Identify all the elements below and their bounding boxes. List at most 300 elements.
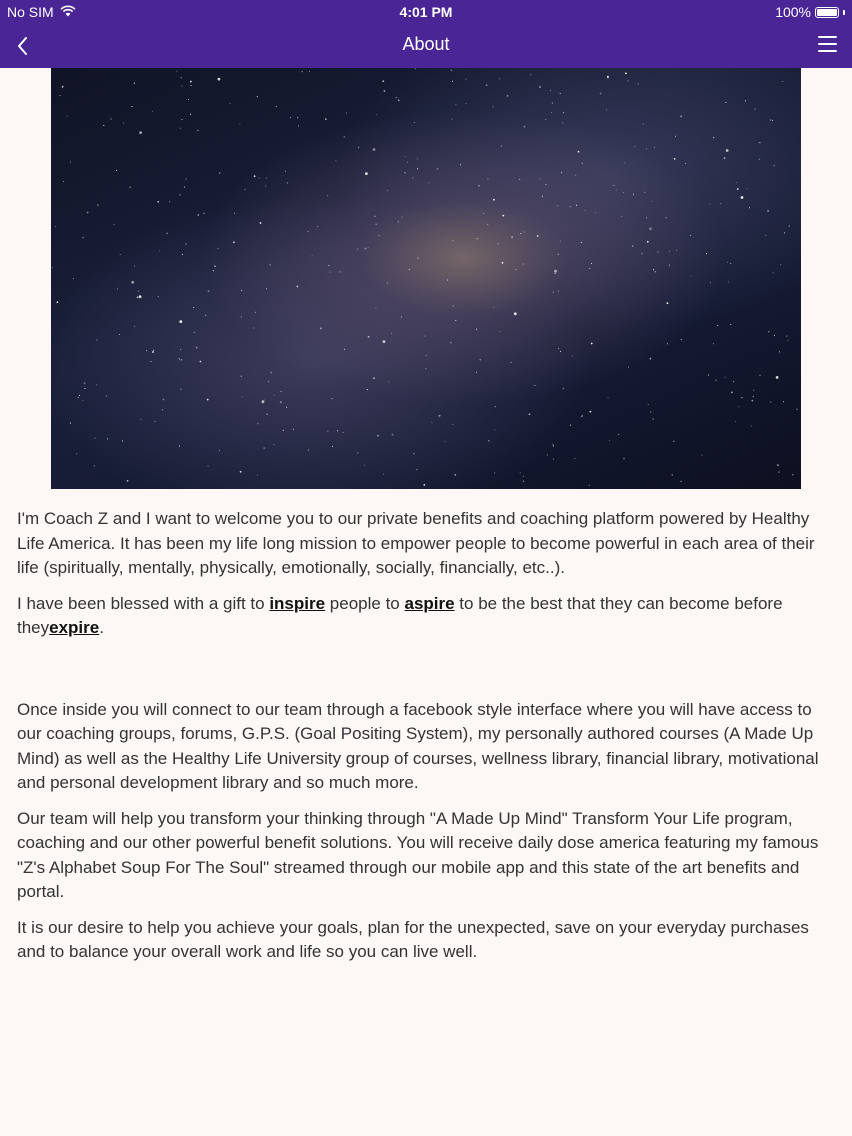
star [139, 131, 142, 134]
star [239, 123, 240, 124]
star [547, 454, 548, 455]
star [765, 235, 766, 236]
star [274, 395, 275, 396]
star [257, 96, 258, 97]
star [451, 119, 452, 120]
star [720, 203, 721, 204]
star [455, 104, 456, 105]
star [733, 381, 734, 382]
star [260, 222, 262, 224]
star [207, 465, 208, 466]
star [384, 90, 386, 92]
star [759, 159, 760, 160]
star [208, 290, 210, 292]
star [388, 382, 389, 383]
star [409, 269, 410, 270]
star [257, 475, 258, 476]
star [666, 217, 667, 218]
star [152, 111, 153, 112]
star [554, 273, 555, 274]
star [255, 312, 256, 313]
star [377, 435, 379, 437]
star [618, 434, 619, 435]
star [727, 262, 728, 263]
star [106, 396, 107, 397]
star [589, 485, 590, 486]
battery-cap [843, 10, 845, 15]
star [514, 312, 517, 315]
star [162, 409, 163, 410]
star [554, 270, 557, 273]
about-paragraph-desire: It is our desire to help you achieve your goals, plan for the unexpected, save on your everyday purchases and to balance your overall work and life so you can live well. [17, 917, 809, 961]
star [387, 283, 388, 284]
star [217, 248, 218, 249]
star [78, 397, 79, 398]
star [87, 212, 89, 214]
star [327, 431, 328, 432]
star [560, 351, 561, 352]
star [667, 343, 668, 344]
star [150, 361, 151, 362]
star [778, 472, 779, 473]
star [716, 380, 717, 381]
about-content [17, 507, 839, 976]
star [737, 188, 739, 190]
star [378, 235, 379, 236]
star [487, 224, 488, 225]
star [753, 396, 754, 397]
star [447, 280, 448, 281]
star [616, 189, 617, 190]
star [131, 281, 134, 284]
star [726, 149, 729, 152]
star [445, 441, 446, 442]
about-paragraph-inside: Once inside you will connect to our team through a facebook style interface where you will have access to our coaching groups, forums, G.P.S. (Goal Positing System), my personally authored courses (A Made Up Mind) as well as the Healthy Life University group of courses, wellness library, financial library, motivational and personal development library and so much more. [17, 699, 819, 792]
status-time: 4:01 PM [399, 4, 453, 20]
star [770, 119, 771, 120]
star [185, 244, 186, 245]
star [97, 205, 98, 206]
star [431, 422, 432, 423]
star [494, 429, 495, 430]
star [266, 288, 267, 289]
star [335, 160, 336, 161]
star [344, 136, 345, 137]
star [632, 246, 633, 247]
star [297, 286, 299, 288]
star [179, 446, 180, 447]
star [383, 340, 386, 343]
star [180, 349, 181, 350]
star [194, 332, 195, 333]
star [96, 384, 97, 385]
star [367, 389, 368, 390]
star [486, 84, 488, 86]
menu-button[interactable] [818, 32, 842, 56]
top-bar [0, 0, 852, 68]
hamburger-menu-icon [818, 50, 837, 52]
star [152, 351, 154, 353]
star [387, 190, 388, 191]
star [667, 302, 669, 304]
star [589, 268, 590, 269]
star [285, 171, 286, 172]
star [450, 342, 451, 343]
star [741, 196, 744, 199]
star [545, 184, 546, 185]
star [520, 472, 521, 473]
star [575, 174, 576, 175]
star [154, 421, 155, 422]
star [741, 397, 742, 398]
star [167, 233, 168, 234]
star [242, 396, 243, 397]
star [749, 207, 750, 208]
star [63, 181, 64, 182]
star [621, 216, 622, 217]
star [553, 292, 554, 293]
star [188, 99, 189, 100]
star [585, 210, 586, 211]
star [539, 86, 541, 88]
star [346, 112, 347, 113]
star [558, 348, 559, 349]
star [560, 241, 561, 242]
star [524, 231, 525, 232]
star [515, 269, 516, 270]
star [643, 123, 644, 124]
star [502, 215, 504, 217]
star [417, 158, 418, 159]
star [651, 201, 652, 202]
star [383, 473, 384, 474]
star [562, 122, 563, 123]
star [641, 253, 642, 254]
star [634, 146, 635, 147]
star [140, 419, 141, 420]
star [57, 301, 59, 303]
star [119, 334, 120, 335]
star [368, 247, 369, 248]
star [129, 187, 131, 189]
battery-percent: 100% [775, 4, 811, 20]
star [675, 136, 676, 137]
star [407, 162, 408, 163]
star [767, 210, 769, 212]
star [364, 465, 365, 466]
aspire-link[interactable]: aspire [404, 593, 455, 613]
star [730, 263, 731, 264]
star [365, 172, 368, 175]
star [287, 182, 288, 183]
star [312, 255, 313, 256]
star [724, 377, 725, 378]
star [681, 481, 682, 482]
star [117, 288, 118, 289]
star [267, 414, 268, 415]
star [205, 315, 206, 316]
star [628, 80, 629, 81]
star [240, 471, 242, 473]
star [476, 329, 477, 330]
star [578, 151, 580, 153]
star [233, 241, 235, 243]
star [466, 78, 467, 79]
star [648, 404, 649, 405]
nav-bar [0, 24, 852, 68]
star [159, 250, 160, 251]
star [181, 85, 182, 86]
star [96, 339, 97, 340]
star [523, 481, 524, 482]
star [507, 95, 509, 97]
star [690, 276, 691, 277]
star [52, 267, 53, 268]
star [134, 83, 135, 84]
status-right [775, 4, 845, 20]
star [542, 196, 543, 197]
star [182, 254, 183, 255]
star [264, 448, 265, 449]
star [784, 232, 785, 233]
star [391, 333, 392, 334]
star [455, 320, 456, 321]
star [405, 156, 406, 157]
star [327, 195, 328, 196]
star [674, 158, 676, 160]
star [570, 425, 571, 426]
star [717, 325, 718, 326]
star [452, 424, 453, 425]
star [773, 272, 774, 273]
star [241, 316, 242, 317]
star [137, 297, 139, 299]
star [84, 388, 85, 389]
star [759, 142, 760, 143]
star [560, 93, 561, 94]
star [337, 430, 338, 431]
star [493, 199, 495, 201]
star [116, 170, 117, 171]
star [203, 213, 204, 214]
star [180, 194, 181, 195]
star [297, 117, 298, 118]
star [214, 265, 216, 267]
star [375, 307, 376, 308]
star [646, 148, 647, 149]
star [153, 350, 154, 351]
star [262, 400, 265, 403]
star [241, 290, 242, 291]
star [557, 205, 558, 206]
star [428, 182, 429, 183]
inspire-link[interactable]: inspire [269, 593, 326, 613]
gift-text-after: to be the best that they can become before they [17, 593, 783, 637]
star [213, 270, 214, 271]
star [329, 272, 330, 273]
star [625, 73, 627, 75]
star [113, 224, 114, 225]
gift-text-start: I have been blessed with a gift to [17, 593, 270, 613]
star [373, 148, 376, 151]
star [331, 398, 332, 399]
star [398, 221, 399, 222]
star [681, 339, 682, 340]
star [197, 130, 198, 131]
star [725, 102, 726, 103]
star [302, 71, 303, 72]
star [230, 103, 231, 104]
star [343, 432, 344, 433]
star [563, 112, 564, 113]
gift-text-end: . [99, 618, 104, 637]
star [357, 249, 358, 250]
star [713, 343, 714, 344]
star [413, 453, 414, 454]
about-paragraph-intro: I'm Coach Z and I want to welcome you to our private benefits and coaching platform powered by Healthy Life America. It has been my life long mission to empower people to become powerful in each area of their life (spiritually, mentally, physically, emotionally, socially, financially, etc..). [17, 509, 815, 577]
page-title: About [402, 34, 450, 54]
star [103, 125, 104, 126]
star [502, 262, 504, 264]
star [581, 242, 582, 243]
star [207, 399, 209, 401]
star [186, 178, 187, 179]
star [298, 125, 299, 126]
star [606, 109, 607, 110]
star [460, 164, 461, 165]
star [690, 235, 691, 236]
star [258, 177, 259, 178]
carrier-label: No SIM [7, 4, 54, 20]
star [685, 163, 686, 164]
star [416, 469, 417, 470]
star [776, 376, 779, 379]
star [190, 114, 191, 115]
star [451, 69, 453, 71]
star [646, 217, 647, 218]
star [706, 253, 707, 254]
star [476, 372, 477, 373]
star [499, 78, 500, 79]
star [82, 400, 83, 401]
star [425, 368, 426, 369]
star [558, 291, 559, 292]
star [332, 446, 333, 447]
star [193, 307, 194, 308]
star [218, 78, 221, 81]
star [196, 347, 198, 349]
star [325, 118, 327, 120]
star [270, 264, 271, 265]
star [480, 359, 481, 360]
star [110, 118, 111, 119]
star [576, 205, 577, 206]
star [644, 192, 645, 193]
star [623, 458, 624, 459]
star [487, 178, 488, 179]
star [501, 145, 502, 146]
star [553, 446, 554, 447]
star [534, 385, 535, 386]
milky-way-image [51, 68, 801, 489]
star [107, 438, 108, 439]
star [82, 237, 83, 238]
expire-link[interactable]: expire [49, 618, 100, 637]
star [94, 465, 95, 466]
hamburger-menu-icon [818, 43, 837, 45]
star [276, 106, 277, 107]
star [523, 263, 524, 264]
star [553, 458, 554, 459]
star [368, 336, 370, 338]
star [412, 177, 413, 178]
star-field [51, 68, 801, 489]
star [404, 172, 405, 173]
star [520, 233, 521, 234]
star [746, 188, 747, 189]
star [561, 172, 562, 173]
star [134, 265, 135, 266]
star [265, 186, 266, 187]
star [308, 231, 309, 232]
star [290, 117, 291, 118]
star [789, 225, 790, 226]
star [283, 430, 284, 431]
star [254, 175, 256, 177]
star [768, 331, 769, 332]
star [797, 409, 798, 410]
star [234, 213, 235, 214]
star [788, 340, 789, 341]
star [415, 68, 416, 69]
star [358, 147, 359, 148]
star [190, 85, 191, 86]
star [257, 423, 258, 424]
star [623, 192, 624, 193]
star [293, 429, 294, 430]
star [190, 81, 192, 83]
star [628, 367, 629, 368]
star [127, 480, 129, 482]
star [735, 421, 736, 422]
star [638, 83, 639, 84]
star [134, 326, 135, 327]
star [613, 185, 614, 186]
star [728, 281, 729, 282]
star [439, 415, 441, 417]
star [755, 109, 756, 110]
star [647, 241, 649, 243]
star [270, 372, 272, 374]
star [672, 474, 673, 475]
star [574, 458, 575, 459]
star [478, 185, 480, 187]
star [94, 438, 95, 439]
star [452, 240, 453, 241]
star [84, 382, 86, 384]
star [266, 177, 267, 178]
star [519, 179, 520, 180]
star [751, 426, 752, 427]
star [357, 452, 358, 453]
star [492, 106, 493, 107]
star [609, 440, 610, 441]
star [552, 102, 553, 103]
star [777, 464, 779, 466]
star [79, 395, 80, 396]
star [62, 86, 64, 88]
star [453, 305, 454, 306]
